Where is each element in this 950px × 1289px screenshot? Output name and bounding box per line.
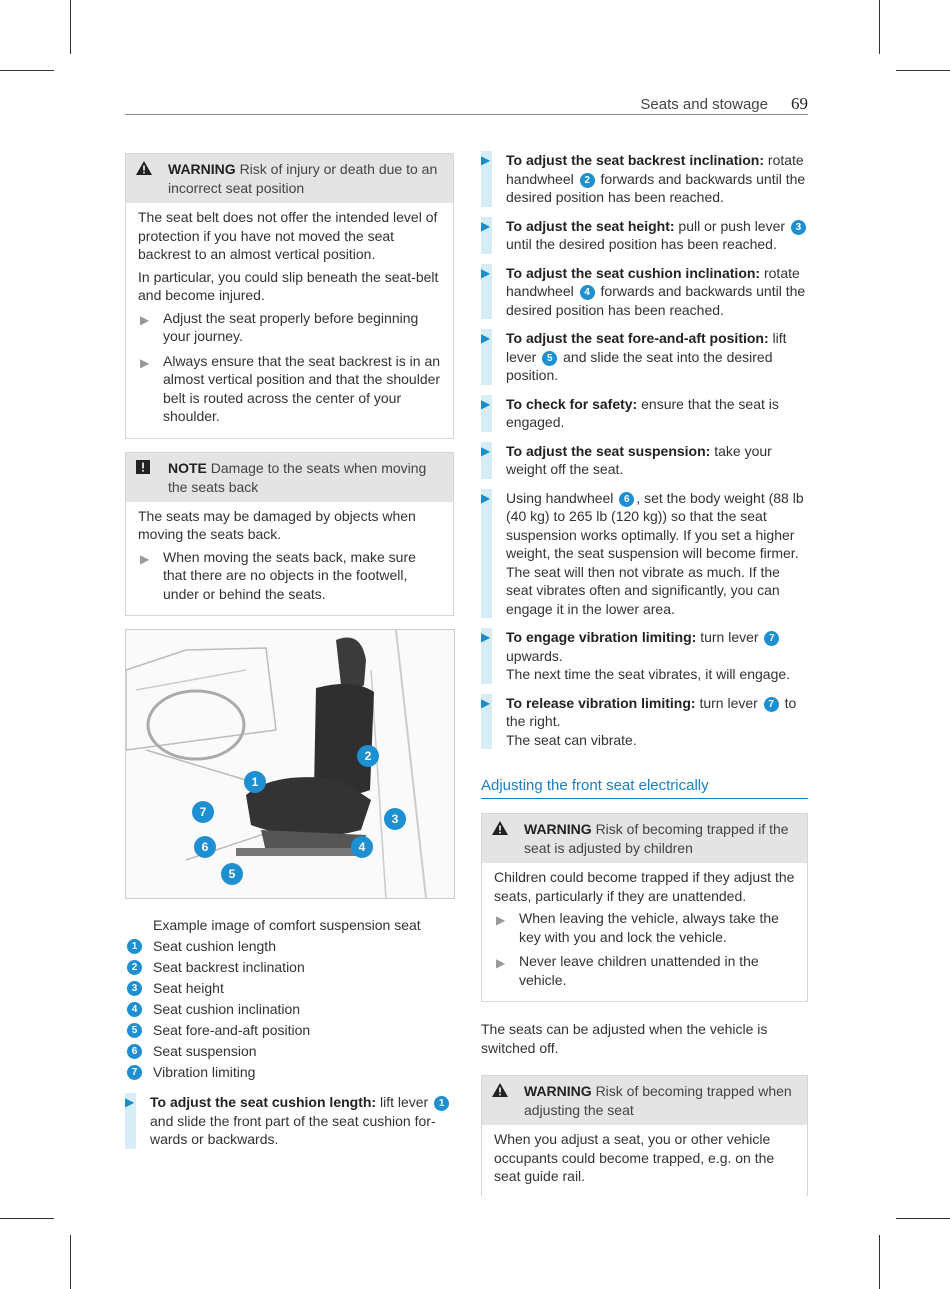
crop-mark [879,0,880,54]
callout-marker: 3 [384,808,406,830]
play-arrow-icon: ▶ [125,1095,135,1109]
callout-number: 7 [764,697,779,712]
instruction-step [481,151,808,207]
bullet-item [138,548,443,604]
instruction-step [481,489,808,619]
warning-triangle-icon [492,1083,508,1102]
instruction-step [481,264,808,320]
warning-title: Risk of injury or death due to an incorrect seat position [168,161,438,196]
warning-body [126,203,453,438]
instruction-step [481,628,808,684]
step-stripe [481,694,492,750]
play-arrow-icon: ▶ [481,695,491,710]
step-text: Using handwheel [506,489,618,506]
legend-label: Seat cushion inclination [153,1001,301,1017]
step-lead: To adjust the seat cushion length: [150,1094,377,1110]
gray-arrow-icon: ▶ [496,913,506,927]
step-text: upwards. [506,647,563,664]
note-box [125,452,454,617]
callout-number: 7 [764,631,779,646]
step-lead: To adjust the seat suspension: [506,442,711,459]
note-exclamation-icon [136,460,150,479]
step-result: The next time the seat vibrates, it will engage. [506,666,791,682]
step-stripe [481,217,492,254]
step-text: rotate handwheel [506,264,800,299]
step-text: turn lever [696,629,763,645]
step-text: to the right. [506,694,797,729]
step-lead: To adjust the seat backrest inclination: [506,152,765,168]
callout-number: 1 [127,939,142,954]
callout-marker: 1 [244,771,266,793]
play-arrow-icon: ▶ [481,331,491,345]
step-stripe [481,329,492,385]
crop-mark [70,1235,71,1289]
step-stripe [481,628,492,684]
play-arrow-icon: ▶ [481,443,491,458]
play-arrow-icon: ▶ [481,630,491,644]
step-text: turn lever [695,694,762,711]
callout-number: 2 [580,173,595,188]
step-lead: To adjust the seat fore-and-aft position: [506,330,769,346]
instruction-steps [481,151,808,749]
play-arrow-icon: ▶ [481,265,491,280]
gray-arrow-icon: ▶ [140,355,150,370]
gray-arrow-icon: ▶ [140,551,150,566]
callout-number: 3 [791,220,806,235]
instruction-step [481,217,808,254]
legend-label: Seat backrest inclination [153,959,305,975]
warning-box [481,1075,808,1196]
warning-title: Risk of becoming trapped if the seat is adjusted by children [524,821,789,856]
step-text: take your weight off the seat. [506,442,772,477]
warning-keyword: WARNING [524,1083,592,1099]
section-title: Seats and stowage [640,96,768,113]
note-keyword: NOTE [168,459,207,476]
callout-number: 4 [580,285,595,300]
warning-body [482,863,807,1001]
right-column [481,151,808,1209]
callout-marker: 7 [192,801,214,823]
gray-arrow-icon: ▶ [140,312,150,327]
warning-paragraph: When you adjust a seat, you or other vehicle occupants could become trapped, e.g. on the seat guide rail. [494,1131,775,1184]
crop-mark [0,70,54,71]
step-lead: To adjust the seat height: [506,217,675,234]
instruction-step [125,1093,454,1149]
instruction-step [481,395,808,432]
warning-triangle-icon [136,161,152,180]
note-title: Damage to the seats when moving the seats back [168,459,427,495]
step-text: until the desired position has been reached. [506,236,777,252]
step-text: rotate handwheel [506,152,804,187]
legend-label: Seat suspension [153,1043,257,1059]
legend-label: Seat cushion length [153,938,276,954]
legend-item [125,999,454,1020]
section-heading: Adjusting the front seat electrically [481,777,808,799]
warning-header [126,154,453,203]
bullet-text: Adjust the seat properly before beginning your journey. [163,309,419,344]
warning-keyword: WARNING [168,161,236,177]
bullet-text: Always ensure that the seat backrest is in an almost vertical position and that the shoulder belt is routed across the center of your shoulder. [163,352,441,424]
step-stripe [481,442,492,479]
step-stripe [481,264,492,320]
figure-caption: Example image of comfort suspension seat [153,917,421,933]
legend-item [125,936,454,957]
bullet-text: When moving the seats back, make sure that there are no objects in the footwell, under or behind the seats. [163,548,416,602]
crop-mark [70,0,71,54]
step-lead: To engage vibration limiting: [506,629,697,645]
callout-number: 2 [127,960,142,975]
warning-paragraph: The seat belt does not offer the intended level of protection if you have not moved the seat backrest to an almost vertical position. [138,209,438,262]
callout-number: 5 [542,351,557,366]
page-header [125,94,808,115]
play-arrow-icon: ▶ [481,396,491,411]
callout-number: 1 [434,1096,449,1111]
callout-number: 6 [127,1044,142,1059]
callout-marker: 2 [357,745,379,767]
warning-box [125,153,454,439]
left-column [125,153,454,1159]
warning-header [482,814,807,863]
bullet-item [494,909,797,946]
step-stripe [481,489,492,619]
callout-number: 6 [619,492,634,507]
legend-item [125,957,454,978]
play-arrow-icon: ▶ [481,153,491,167]
legend-item [125,1020,454,1041]
legend-label: Seat height [153,980,224,996]
callout-marker: 6 [194,836,216,858]
warning-title: Risk of becoming trapped when adjusting the seat [524,1083,792,1118]
figure-legend [125,936,454,1083]
callout-marker: 4 [351,836,373,858]
seat-illustration [125,629,455,899]
gray-arrow-icon: ▶ [496,956,506,970]
step-lead: To adjust the seat cushion inclination: [506,264,761,281]
instruction-step [481,442,808,479]
step-stripe [481,395,492,432]
warning-header [482,1076,807,1125]
crop-mark [879,1235,880,1289]
step-text: pull or push lever [674,217,789,234]
callout-number: 5 [127,1023,142,1038]
legend-label: Vibration limiting [153,1064,256,1080]
instruction-step [481,329,808,385]
step-lead: To check for safety: [506,395,638,412]
warning-paragraph: Children could become trapped if they adjust the seats, particularly if they are unattended. [494,869,795,904]
callout-marker: 5 [221,863,243,885]
note-body [126,502,453,616]
instruction-step [481,694,808,750]
step-text: forwards and backwards until the desired position has been reached. [506,170,806,205]
play-arrow-icon: ▶ [481,490,491,505]
bullet-item [138,309,443,346]
callout-number: 3 [127,981,142,996]
note-header [126,453,453,502]
body-paragraph: The seats can be adjusted when the vehicle is switched off. [481,1021,768,1056]
warning-triangle-icon [492,821,508,840]
warning-paragraph: In particular, you could slip beneath the seat-belt and become injured. [138,268,439,303]
step-text: and slide the front part of the seat cushion for-wards or backwards. [150,1112,436,1147]
bullet-text: When leaving the vehicle, always take the key with you and lock the vehicle. [519,910,779,945]
step-text: forwards and backwards until the desired position has been reached. [506,283,806,318]
legend-label: Seat fore-and-aft position [153,1022,311,1038]
warning-box [481,813,808,1002]
step-text: lift lever [376,1094,433,1110]
step-text: ensure that the seat is engaged. [506,395,779,430]
step-text: and slide the seat into the desired position. [506,348,773,383]
step-text: lift lever [506,330,787,365]
crop-mark [896,70,950,71]
note-paragraph: The seats may be damaged by objects when moving the seats back. [138,507,416,542]
step-text: , set the body weight (88 lb (40 kg) to 265 lb (120 kg)) so that the seat suspension works optimally. If you set a higher weight, the seat suspension will become firmer. The seat will then not vibrate as much. If the seat vibrates often and significantly, you can engage it in the lower area. [506,489,804,617]
page-number: 69 [791,94,808,113]
legend-item [125,1041,454,1062]
legend-item [125,1062,454,1083]
callout-number: 4 [127,1002,142,1017]
crop-mark [0,1218,54,1219]
warning-keyword: WARNING [524,821,592,837]
warning-body [482,1125,807,1196]
step-stripe [481,151,492,207]
seat-drawing-icon [126,630,454,898]
bullet-item [138,352,443,426]
callout-number: 7 [127,1065,142,1080]
play-arrow-icon: ▶ [481,218,491,233]
step-stripe [125,1093,136,1149]
step-lead: To release vibration limiting: [506,694,696,711]
legend-item [125,978,454,999]
crop-mark [896,1218,950,1219]
bullet-text: Never leave children unattended in the vehicle. [519,953,759,988]
step-result: The seat can vibrate. [506,731,637,748]
bullet-item [494,952,797,989]
